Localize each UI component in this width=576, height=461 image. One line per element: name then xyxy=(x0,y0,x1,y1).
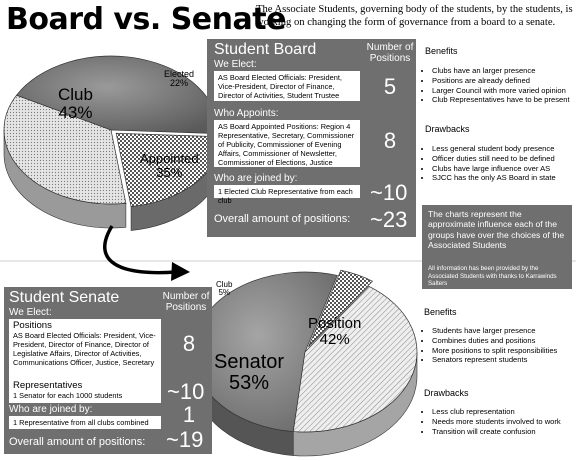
senate-we-elect: We Elect: xyxy=(9,307,52,318)
board-who-appoints: Who Appoints: xyxy=(214,108,279,119)
senate-overall: Overall amount of positions: xyxy=(9,436,146,448)
board-panel xyxy=(207,39,416,237)
chart-note-box xyxy=(422,205,572,289)
list-item: • Clubs have an larger presence xyxy=(432,66,576,76)
list-item: • Students have larger presence xyxy=(432,326,576,336)
pie1-slice-label-elected: Elected 22% xyxy=(164,69,195,89)
chart-note-credit: All information has been provided by the Associated Students with thanks to Karrawinds Salters xyxy=(428,265,557,288)
list-item: • Positions are already defined xyxy=(432,76,576,86)
list-item: • Less club representation xyxy=(432,407,576,417)
page-title: Board vs. Senate xyxy=(6,2,286,37)
board-elected-box: AS Board Elected Officials: President, Vice-President, Director of Finance, Director of Activities, Student Trustee xyxy=(214,71,360,101)
senate-positions-label: Positions xyxy=(13,320,52,331)
pie2-slice-label-senator: Senator 53% xyxy=(214,351,285,394)
list-item: • Clubs have large influence over AS xyxy=(432,164,576,174)
pie2-slice-label-club: Club 5% xyxy=(216,280,233,298)
pie2-slice-label-position: Position 42% xyxy=(308,315,362,348)
list-item: • More positions to split responsibilities xyxy=(432,346,576,356)
pie1-slice-label-club: Club 43% xyxy=(58,85,93,122)
chart-note-text: The charts represent the approximate influence each of the groups have over the choices of the Associated Students xyxy=(428,209,565,251)
board-joined-box: 1 Elected Club Representative from each club xyxy=(214,185,360,198)
senate-overall-count: ~19 xyxy=(166,427,204,452)
senate-positions-text: AS Board Elected Officials: President, Vice-President, Director of Finance, Director of Legislative Affairs, Director of Activities, Communications Officer, Justice, Secretary xyxy=(13,331,156,367)
board-column-heading: Number of Positions xyxy=(366,42,414,64)
transition-arrow-head xyxy=(171,262,190,281)
senate-positions-box xyxy=(9,319,161,379)
board-heading: Student Board xyxy=(214,41,317,58)
board-joined: Who are joined by: xyxy=(214,173,298,184)
senate-joined-count: 1 xyxy=(182,402,196,427)
senate-reps-count: ~10 xyxy=(167,379,205,404)
pie1-slice-label-appointed: Appointed 35% xyxy=(140,151,199,180)
senate-panel xyxy=(4,287,212,454)
senate-drawbacks-title: Drawbacks xyxy=(424,388,469,398)
intro-text: The Associate Students, governing body of the students, by the students, is working on changing the form of governance from a board to a senate. xyxy=(256,4,573,28)
board-overall: Overall amount of positions: xyxy=(214,213,351,225)
senate-joined: Who are joined by: xyxy=(9,404,93,415)
list-item: • Less general student body presence xyxy=(432,144,576,154)
board-appointed-box: AS Board Appointed Positions: Region 4 Representative, Secretary, Commissioner of Publicity, Commissioner of Evening Affairs, Commissioner of Newsletter, Commissioner of Elections, Justice xyxy=(214,120,360,167)
senate-joined-box: 1 Representative from all clubs combined xyxy=(9,416,161,429)
senate-benefits-list xyxy=(422,326,576,365)
senate-heading: Student Senate xyxy=(9,289,120,306)
board-elected-count: 5 xyxy=(383,74,397,99)
board-drawbacks-title: Drawbacks xyxy=(425,124,470,134)
list-item: • Club Representatives have to be present xyxy=(432,95,576,105)
transition-arrow xyxy=(105,226,176,273)
board-benefits-list xyxy=(422,66,576,105)
list-item: • Larger Council with more varied opinion xyxy=(432,86,576,96)
list-item: • Officer duties still need to be defined xyxy=(432,154,576,164)
senate-benefits-title: Benefits xyxy=(424,307,457,317)
senate-column-heading: Number of Positions xyxy=(162,291,210,313)
board-benefits-title: Benefits xyxy=(425,46,458,56)
board-appointed-count: 8 xyxy=(383,128,397,153)
list-item: • Needs more students involved to work xyxy=(432,417,576,427)
list-item: • Combines duties and positions xyxy=(432,336,576,346)
board-overall-count: ~23 xyxy=(370,207,408,232)
list-item: • Transition will create confusion xyxy=(432,427,576,437)
list-item: • SJCC has the only AS Board in state xyxy=(432,173,576,183)
list-item: • Senators represent students xyxy=(432,355,576,365)
senate-drawbacks-list xyxy=(422,407,576,436)
board-we-elect: We Elect: xyxy=(214,59,257,70)
senate-positions-count: 8 xyxy=(182,331,196,356)
senate-reps-text: 1 Senator for each 1000 students xyxy=(13,391,123,400)
board-drawbacks-list xyxy=(422,144,576,183)
senate-reps-box xyxy=(9,379,161,403)
board-joined-count: ~10 xyxy=(370,180,408,205)
senate-reps-label: Representatives xyxy=(13,380,83,391)
